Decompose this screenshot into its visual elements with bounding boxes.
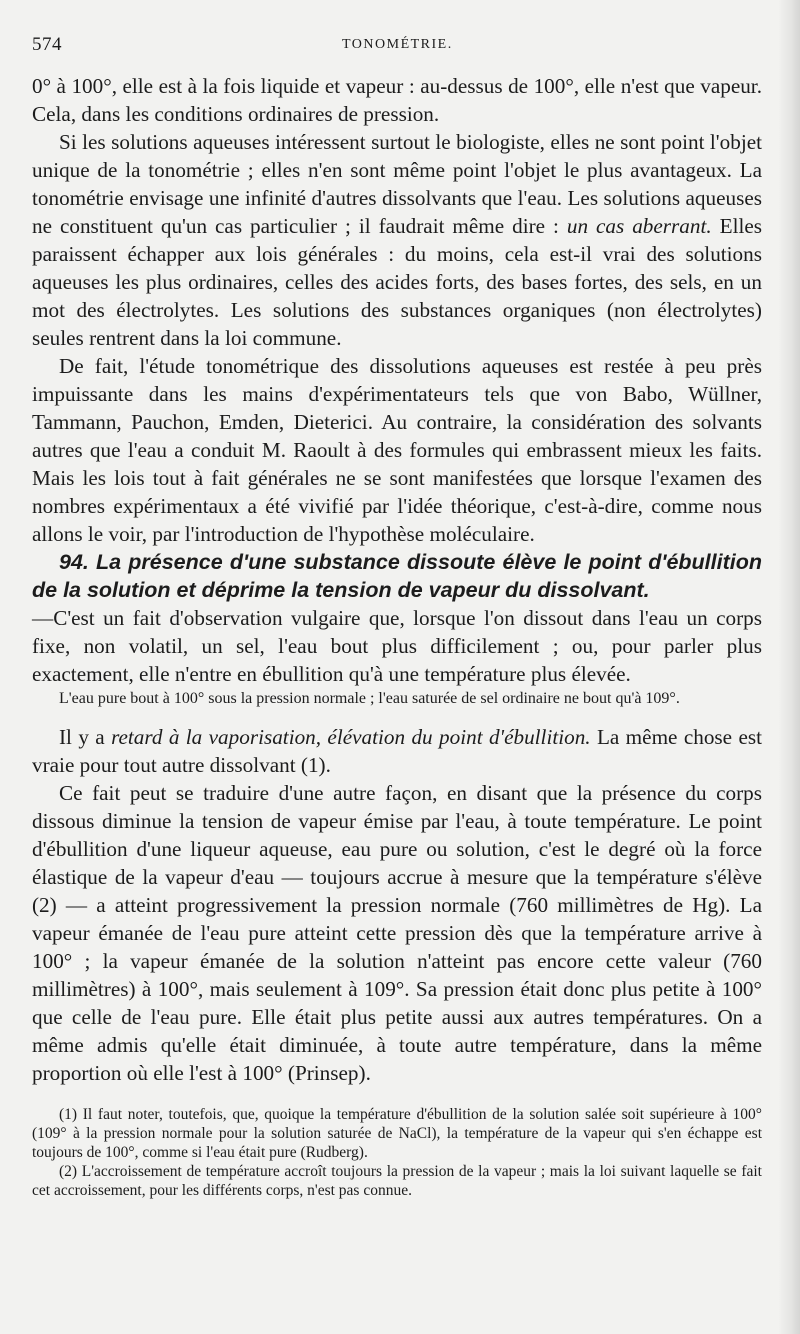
running-title: TONOMÉTRIE. bbox=[342, 37, 453, 52]
paragraph-tonometric-study: De fait, l'étude tonométrique des dissolutions aqueuses est restée à peu près impuissante dans les mains d'expérimentateurs tels que von Babo, Wüllner, Tammann, Pauchon, Emden, Dieterici. Au contraire, la considération des solvants autres que l'eau a conduit M. Raoult à des formules qui embrassent mieux les faits. Mais les lois tout à fait générales ne se sont manifestées que lorsque l'examen des nombres expérimentaux a été vivifié par l'idée théorique, c'est-à-dire, comme nous allons le voir, par l'introduction de l'hypothèse moléculaire. bbox=[32, 354, 762, 546]
body-text bbox=[32, 72, 762, 1200]
paragraph-vapor-tension: Ce fait peut se traduire d'une autre façon, en disant que la présence du corps dissous diminue la tension de vapeur émise par l'eau, à toute température. Le point d'ébullition d'une liqueur aqueuse, eau pure ou solution, c'est le degré où la force élastique de la vapeur d'eau — toujours accrue à mesure que la température s'élève (2) — a atteint progressivement la pression normale (760 millimètres de Hg). La vapeur émanée de l'eau pure atteint cette pression dès que la température arrive à 100° ; la vapeur émanée de la solution n'atteint pas encore cette valeur (760 millimètres) à 100°, mais seulement à 109°. Sa pression était donc plus petite à 100° que celle de l'eau pure. Elle était plus petite aussi aux autres températures. On a même admis qu'elle était diminuée, à toute autre température, dans la même proportion où elle l'est à 100° (Prinsep). bbox=[32, 781, 762, 1085]
paragraph-continuation: 0° à 100°, elle est à la fois liquide et vapeur : au-dessus de 100°, elle n'est que vapeur. Cela, dans les conditions ordinaires de pression. bbox=[32, 74, 762, 126]
paragraph-text: La même chose est vraie pour tout autre dissolvant (1). bbox=[32, 725, 762, 777]
paragraph-retard-vaporisation bbox=[32, 723, 762, 779]
paragraph-text: Elles paraissent échapper aux lois générales : du moins, cela est-il vrai des solutions aqueuses les plus ordinaires, celles des acides forts, des bases fortes, des sels, en un mot des électrolytes. Les solutions des substances organiques (non électrolytes) seules rentrent dans la loi commune. bbox=[32, 214, 762, 350]
page-gutter-shadow bbox=[778, 0, 800, 1334]
small-print-note: L'eau pure bout à 100° sous la pression normale ; l'eau saturée de sel ordinaire ne bout qu'à 109°. bbox=[59, 690, 680, 707]
emphasis-cas-aberrant: un cas aberrant. bbox=[566, 214, 712, 238]
paragraph-aqueous-solutions bbox=[32, 128, 762, 352]
paragraph-text: Si les solutions aqueuses intéressent surtout le biologiste, elles ne sont point l'objet unique de la tonométrie ; elles n'en sont même point l'objet le plus avantageux. La tonométrie envisage une infinité d'autres dissolvants que l'eau. Les solutions aqueuses ne constituent qu'un cas particulier ; il faudrait même dire : bbox=[32, 130, 762, 238]
paragraph-text: Il y a bbox=[59, 725, 112, 749]
emphasis-retard: retard à la vaporisation, élévation du point d'ébullition. bbox=[111, 725, 591, 749]
footnote-2: (2) L'accroissement de température accroît toujours la pression de la vapeur ; mais la loi suivant laquelle se fait cet accroissement, pour les différents corps, n'est pas connue. bbox=[32, 1163, 762, 1199]
footnotes bbox=[32, 1105, 762, 1200]
page-number: 574 bbox=[32, 34, 62, 55]
paragraph-boiling-observation: —C'est un fait d'observation vulgaire que, lorsque l'on dissout dans l'eau un corps fixe, non volatil, un sel, l'eau bout plus difficilement ; ou, pour parler plus exactement, elle n'entre en ébullition qu'à une température plus élevée. bbox=[32, 606, 762, 686]
running-head bbox=[32, 34, 762, 58]
section-heading-94: 94. La présence d'une substance dissoute élève le point d'ébullition de la solution et déprime la tension de vapeur du dissolvant. bbox=[32, 550, 762, 602]
footnote-1: (1) Il faut noter, toutefois, que, quoique la température d'ébullition de la solution salée soit supérieure à 100° (109° à la pression normale pour la solution saturée de NaCl), la température de la vapeur qui s'en échappe est toujours de 100°, comme si l'eau était pure (Rudberg). bbox=[32, 1106, 762, 1161]
